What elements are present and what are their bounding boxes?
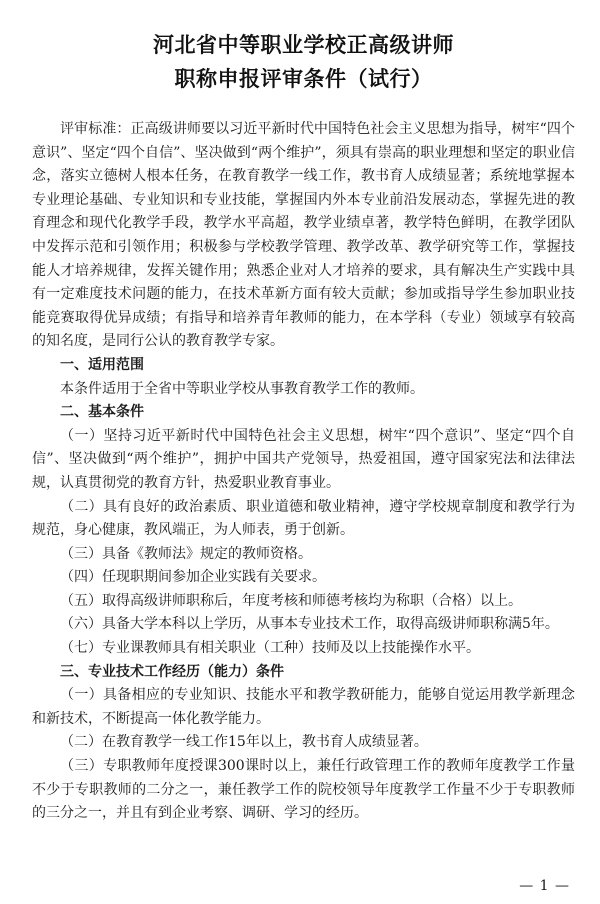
section-3-item-1: （一）具备相应的专业知识、技能水平和教学教研能力，能够自觉运用教学新理念和新技术，不断提高一体化教学能力。 xyxy=(32,687,575,727)
section-1-heading: 一、适用范围 xyxy=(60,356,144,373)
section-2-item-1: （一）坚持习近平新时代中国特色社会主义思想，树牢“四个意识”、坚定“四个自信”、坚决做到“两个维护”，拥护中国共产党领导，热爱祖国，遵守国家宪法和法律法规，认真贯彻党的教育方针，热爱职业教育事业。 xyxy=(32,427,575,491)
section-3-heading: 三、专业技术工作经历（能力）条件 xyxy=(60,663,284,680)
section-2-item-4: （四）任现职期间参加企业实践有关要求。 xyxy=(60,569,326,586)
title-line-2: 职称申报评审条件（试行） xyxy=(174,67,433,91)
title-line-1: 河北省中等职业学校正高级讲师 xyxy=(153,33,454,57)
section-3-item-3: （三）专职教师年度授课300课时以上，兼任行政管理工作的教师年度教学工作量不少于专职教师的二分之一，兼任教学工作的院校领导年度教学工作量不少于专职教师的三分之一，并且有到企业考察、调研、学习的经历。 xyxy=(32,758,575,822)
section-2-item-7: （七）专业课教师具有相关职业（工种）技师及以上技能操作水平。 xyxy=(60,640,480,657)
section-1-body: 本条件适用于全省中等职业学校从事教育教学工作的教师。 xyxy=(60,380,424,397)
section-3-item-2: （二）在教育教学一线工作15年以上，教书育人成绩显著。 xyxy=(60,734,428,751)
document-title xyxy=(32,28,575,96)
section-2-item-5: （五）取得高级讲师职称后，年度考核和师德考核均为称职（合格）以上。 xyxy=(60,592,522,609)
page-number: — 1 — xyxy=(519,878,570,894)
intro-paragraph: 评审标准：正高级讲师要以习近平新时代中国特色社会主义思想为指导，树牢“四个意识”、坚定“四个自信”、坚决做到“两个维护”，须具有崇高的职业理想和坚定的职业信念，落实立德树人根本任务，在教育教学一线工作，教书育人成绩显著；系统地掌握本专业理论基础、专业知识和专业技能，掌握国内外本专业前沿发展动态，掌握先进的教育理念和现代化教学手段，教学水平高超，教学业绩卓著，教学特色鲜明，在教学团队中发挥示范和引领作用；积极参与学校教学管理、教学改革、教学研究等工作，掌握技能人才培养规律，发挥关键作用；熟悉企业对人才培养的要求，具有解决生产实践中具有一定难度技术问题的能力，在技术革新方面有较大贡献；参加或指导学生参加职业技能竞赛取得优异成绩；有指导和培养青年教师的能力，在本学科（专业）领域享有较高的知名度，是同行公认的教育教学专家。 xyxy=(32,121,575,350)
section-2-heading: 二、基本条件 xyxy=(60,404,144,421)
section-2-item-2: （二）具有良好的政治素质、职业道德和敬业精神，遵守学校规章制度和教学行为规范，身心健康，教风端正，为人师表，勇于创新。 xyxy=(32,498,575,539)
section-2-item-6: （六）具备大学本科以上学历，从事本专业技术工作，取得高级讲师职称满5年。 xyxy=(60,616,559,633)
section-2-item-3: （三）具备《教师法》规定的教师资格。 xyxy=(60,545,312,562)
